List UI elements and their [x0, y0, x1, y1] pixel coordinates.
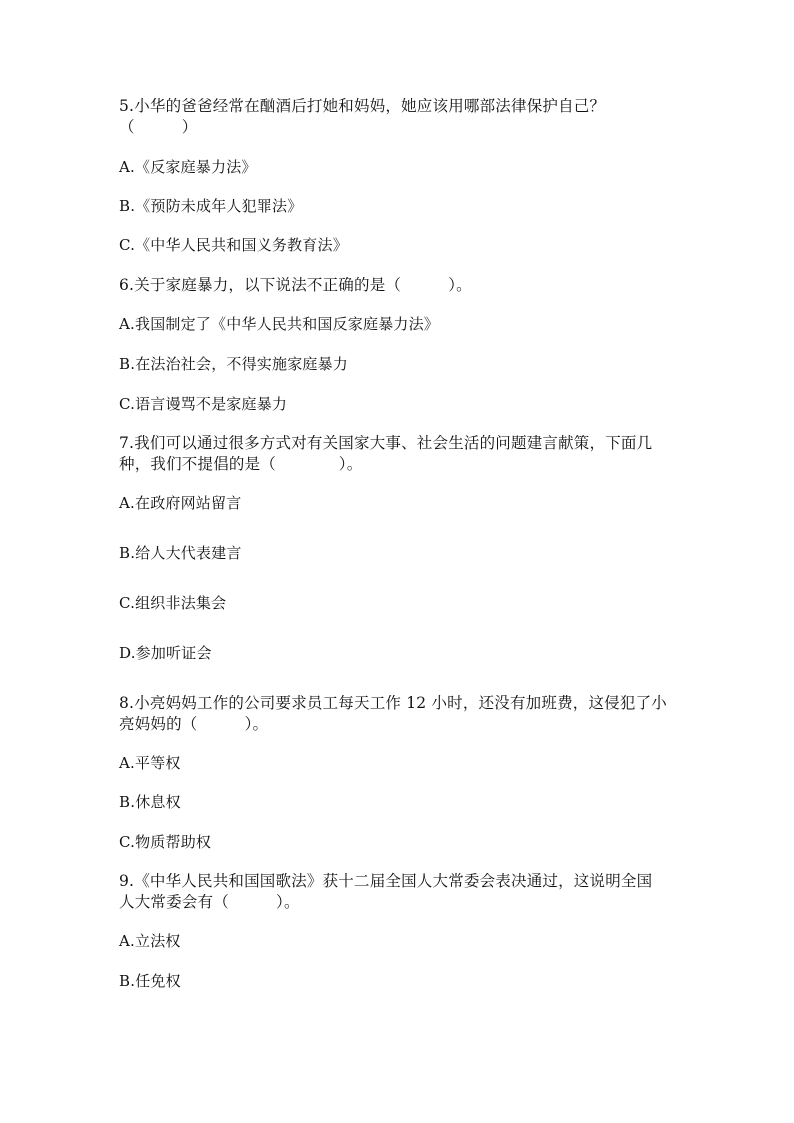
question-5-stem-line-2: （ ） — [119, 118, 198, 136]
question-8-stem-line-2: 亮妈妈的（ ）。 — [119, 715, 269, 733]
question-5-stem-line-1: 5.小华的爸爸经常在酗酒后打她和妈妈，她应该用哪部法律保护自己？ — [119, 97, 606, 115]
question-7-stem-line-2: 种，我们不提倡的是（ ）。 — [119, 455, 363, 473]
question-5-option-b: B.《预防未成年人犯罪法》 — [119, 197, 303, 215]
question-8-stem-line-1: 8.小亮妈妈工作的公司要求员工每天工作 12 小时，还没有加班费，这侵犯了小 — [119, 694, 667, 712]
question-6-option-a: A.我国制定了《中华人民共和国反家庭暴力法》 — [119, 315, 440, 333]
question-8-option-c: C.物质帮助权 — [119, 833, 212, 851]
question-8-option-b: B.休息权 — [119, 793, 181, 811]
question-7-option-a: A.在政府网站留言 — [119, 494, 242, 512]
question-8-option-a: A.平等权 — [119, 754, 181, 772]
question-9-stem-line-1: 9.《中华人民共和国国歌法》获十二届全国人大常委会表决通过，这说明全国 — [119, 872, 653, 890]
question-6-option-c: C.语言谩骂不是家庭暴力 — [119, 395, 288, 413]
question-7-option-d: D.参加听证会 — [119, 644, 212, 662]
question-5-option-a: A.《反家庭暴力法》 — [119, 158, 257, 176]
question-9-option-a: A.立法权 — [119, 932, 181, 950]
question-7-stem-line-1: 7.我们可以通过很多方式对有关国家大事、社会生活的问题建言献策，下面几 — [119, 434, 653, 452]
question-9-stem-line-2: 人大常委会有（ ）。 — [119, 893, 300, 911]
question-6-option-b: B.在法治社会，不得实施家庭暴力 — [119, 355, 348, 373]
question-7-option-c: C.组织非法集会 — [119, 594, 227, 612]
question-9-option-b: B.任免权 — [119, 972, 181, 990]
question-5-option-c: C.《中华人民共和国义务教育法》 — [119, 236, 348, 254]
question-6-stem-line-1: 6.关于家庭暴力，以下说法不正确的是（ ）。 — [119, 276, 472, 294]
question-7-option-b: B.给人大代表建言 — [119, 544, 242, 562]
